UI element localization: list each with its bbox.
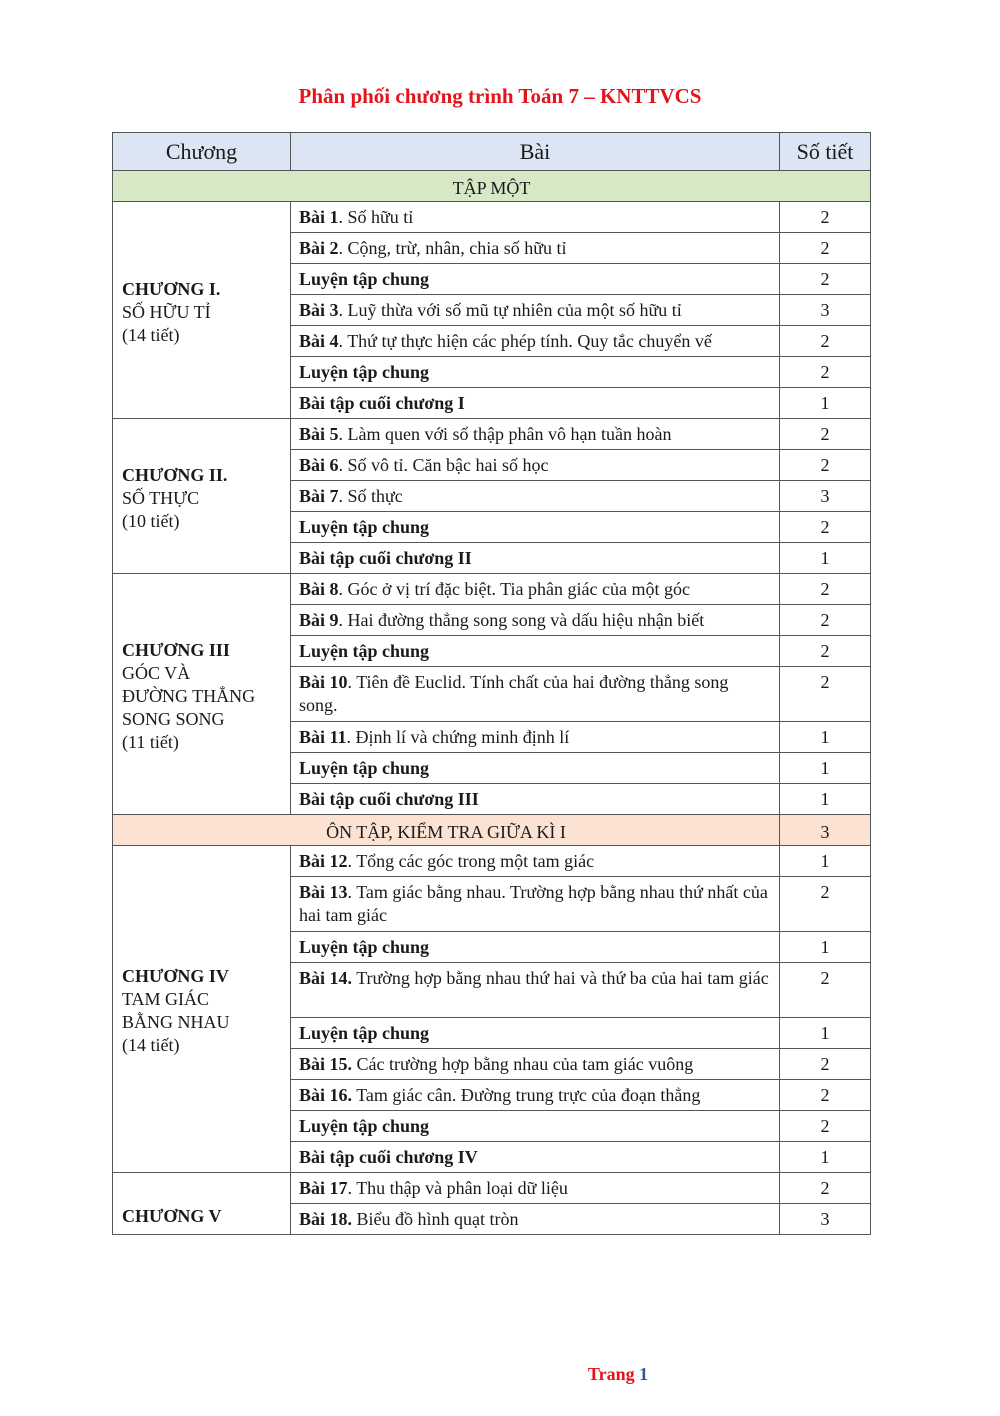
lesson-label: Bài tập cuối chương I: [299, 393, 465, 413]
period-cell: 2: [780, 419, 871, 450]
lesson-cell: [291, 264, 780, 295]
section-label: TẬP MỘT: [113, 171, 871, 202]
lesson-cell: [291, 450, 780, 481]
lesson-cell: [291, 1080, 780, 1111]
lesson-text: . Tam giác bằng nhau. Trường hợp bằng nhau thứ nhất của hai tam giác: [299, 882, 768, 925]
lesson-label: Bài 7: [299, 486, 339, 506]
lesson-cell: [291, 326, 780, 357]
chapter-subtitle: ĐƯỜNG THẲNG: [122, 685, 256, 706]
lesson-text: . Thứ tự thực hiện các phép tính. Quy tắc chuyển vế: [338, 331, 712, 351]
chapter-subtitle: BẰNG NHAU: [122, 1012, 230, 1032]
period-cell: 2: [780, 1111, 871, 1142]
lesson-text: . Góc ở vị trí đặc biệt. Tia phân giác của một góc: [338, 579, 690, 599]
curriculum-table: [112, 132, 871, 1235]
section-row: [113, 171, 871, 202]
period-cell: 2: [780, 264, 871, 295]
lesson-cell: [291, 1111, 780, 1142]
period-cell: 2: [780, 1173, 871, 1204]
lesson-cell: [291, 233, 780, 264]
period-cell: 1: [780, 1142, 871, 1173]
lesson-label: Luyện tập chung: [299, 1116, 430, 1136]
lesson-cell: [291, 1204, 780, 1235]
period-cell: 2: [780, 605, 871, 636]
header-so-tiet: Số tiết: [780, 133, 871, 171]
lesson-label: Bài 17: [299, 1178, 348, 1198]
period-cell: 3: [780, 481, 871, 512]
review-row: [113, 815, 871, 846]
review-label: ÔN TẬP, KIỂM TRA GIỮA KÌ I: [113, 815, 780, 846]
page-footer: [0, 1364, 1000, 1385]
lesson-cell: [291, 357, 780, 388]
header-chuong: Chương: [113, 133, 291, 171]
lesson-text: . Định lí và chứng minh định lí: [346, 727, 570, 747]
page-word: Trang: [587, 1364, 635, 1384]
period-cell: 2: [780, 233, 871, 264]
lesson-label: Luyện tập chung: [299, 758, 430, 778]
chapter-subtitle: SỐ HỮU TỈ: [122, 301, 211, 322]
period-cell: 2: [780, 877, 871, 932]
period-cell: 2: [780, 574, 871, 605]
lesson-cell: [291, 512, 780, 543]
period-cell: 2: [780, 963, 871, 1018]
period-cell: 1: [780, 722, 871, 753]
lesson-label: Bài 4: [299, 331, 339, 351]
lesson-cell: [291, 963, 780, 1018]
lesson-cell: [291, 1142, 780, 1173]
lesson-label: Bài tập cuối chương IV: [299, 1147, 478, 1167]
lesson-text: Các trường hợp bằng nhau của tam giác vuông: [352, 1054, 694, 1074]
lesson-text: . Thu thập và phân loại dữ liệu: [347, 1178, 568, 1198]
lesson-label: Bài tập cuối chương III: [299, 789, 479, 809]
lesson-cell: [291, 388, 780, 419]
lesson-cell: [291, 1049, 780, 1080]
lesson-cell: [291, 932, 780, 963]
lesson-label: Luyện tập chung: [299, 937, 430, 957]
chapter-name: CHƯƠNG I.: [122, 278, 221, 299]
chapter-cell: [113, 846, 291, 1173]
lesson-label: Luyện tập chung: [299, 1023, 430, 1043]
lesson-cell: [291, 543, 780, 574]
lesson-cell: [291, 419, 780, 450]
table-row: [113, 419, 871, 450]
period-cell: 1: [780, 543, 871, 574]
lesson-label: Bài 6: [299, 455, 339, 475]
chapter-cell: [113, 202, 291, 419]
chapter-name: CHƯƠNG V: [122, 1206, 222, 1226]
lesson-cell: [291, 846, 780, 877]
period-cell: 1: [780, 753, 871, 784]
lesson-label: Bài 14.: [299, 968, 353, 988]
period-cell: 1: [780, 846, 871, 877]
lesson-text: Tam giác cân. Đường trung trực của đoạn thẳng: [352, 1085, 701, 1105]
table-row: [113, 1173, 871, 1204]
period-cell: 2: [780, 1080, 871, 1111]
lesson-cell: [291, 295, 780, 326]
lesson-cell: [291, 481, 780, 512]
period-cell: 2: [780, 636, 871, 667]
period-cell: 1: [780, 388, 871, 419]
lesson-cell: [291, 1018, 780, 1049]
lesson-text: Biểu đồ hình quạt tròn: [352, 1209, 519, 1229]
lesson-label: Luyện tập chung: [299, 269, 430, 289]
lesson-label: Luyện tập chung: [299, 362, 430, 382]
lesson-text: . Cộng, trừ, nhân, chia số hữu tỉ: [338, 238, 567, 258]
period-cell: 3: [780, 295, 871, 326]
chapter-subtitle: GÓC VÀ: [122, 662, 191, 683]
lesson-cell: [291, 574, 780, 605]
lesson-cell: [291, 877, 780, 932]
chapter-period-count: (14 tiết): [122, 1035, 180, 1055]
chapter-period-count: (14 tiết): [122, 324, 180, 345]
lesson-label: Bài 10: [299, 672, 348, 692]
lesson-text: . Hai đường thẳng song song và dấu hiệu nhận biết: [338, 610, 705, 630]
lesson-label: Luyện tập chung: [299, 641, 430, 661]
period-cell: 1: [780, 932, 871, 963]
lesson-cell: [291, 722, 780, 753]
lesson-cell: [291, 753, 780, 784]
period-cell: 1: [780, 784, 871, 815]
lesson-cell: [291, 667, 780, 722]
lesson-cell: [291, 202, 780, 233]
lesson-text: . Tổng các góc trong một tam giác: [347, 851, 595, 871]
chapter-cell: [113, 1173, 291, 1235]
lesson-text: . Số vô tỉ. Căn bậc hai số học: [338, 455, 549, 475]
period-cell: 2: [780, 450, 871, 481]
lesson-label: Bài 12: [299, 851, 348, 871]
lesson-text: . Số hữu tỉ: [338, 207, 414, 227]
lesson-text: . Luỹ thừa với số mũ tự nhiên của một số hữu tỉ: [338, 300, 682, 320]
period-cell: 2: [780, 202, 871, 233]
header-row: [113, 133, 871, 171]
lesson-text: . Số thực: [338, 486, 403, 506]
chapter-name: CHƯƠNG IV: [122, 966, 229, 986]
lesson-text: . Tiên đề Euclid. Tính chất của hai đường thẳng song song.: [299, 672, 729, 715]
lesson-text: Trường hợp bằng nhau thứ hai và thứ ba của hai tam giác: [352, 968, 769, 988]
period-cell: 3: [780, 1204, 871, 1235]
review-periods: 3: [780, 815, 871, 846]
period-cell: 1: [780, 1018, 871, 1049]
table-row: [113, 574, 871, 605]
lesson-label: Bài 8: [299, 579, 339, 599]
period-cell: 2: [780, 512, 871, 543]
chapter-subtitle: SONG SONG: [122, 708, 225, 729]
period-cell: 2: [780, 667, 871, 722]
lesson-label: Bài 3: [299, 300, 339, 320]
chapter-subtitle: SỐ THỰC: [122, 487, 200, 508]
lesson-label: Bài 5: [299, 424, 339, 444]
period-cell: 2: [780, 357, 871, 388]
lesson-label: Bài 11: [299, 727, 347, 747]
lesson-cell: [291, 636, 780, 667]
chapter-subtitle: TAM GIÁC: [122, 989, 210, 1009]
lesson-label: Bài 2: [299, 238, 339, 258]
lesson-label: Bài 9: [299, 610, 339, 630]
document-title: Phân phối chương trình Toán 7 – KNTTVCS: [298, 84, 702, 108]
chapter-period-count: (10 tiết): [122, 510, 180, 531]
lesson-label: Bài 1: [299, 207, 339, 227]
lesson-text: . Làm quen với số thập phân vô hạn tuần hoàn: [338, 424, 672, 444]
lesson-label: Bài 15.: [299, 1054, 353, 1074]
lesson-label: Luyện tập chung: [299, 517, 430, 537]
period-cell: 2: [780, 326, 871, 357]
lesson-label: Bài 18.: [299, 1209, 353, 1229]
lesson-cell: [291, 1173, 780, 1204]
table-row: [113, 846, 871, 877]
chapter-cell: [113, 574, 291, 815]
table-row: [113, 202, 871, 233]
period-cell: 2: [780, 1049, 871, 1080]
chapter-period-count: (11 tiết): [122, 731, 179, 752]
chapter-cell: [113, 419, 291, 574]
lesson-cell: [291, 784, 780, 815]
chapter-name: CHƯƠNG III: [122, 639, 230, 660]
lesson-label: Bài tập cuối chương II: [299, 548, 472, 568]
header-bai: Bài: [291, 133, 780, 171]
page-number: 1: [639, 1364, 649, 1384]
lesson-label: Bài 13: [299, 882, 348, 902]
lesson-cell: [291, 605, 780, 636]
lesson-label: Bài 16.: [299, 1085, 353, 1105]
chapter-name: CHƯƠNG II.: [122, 464, 228, 485]
